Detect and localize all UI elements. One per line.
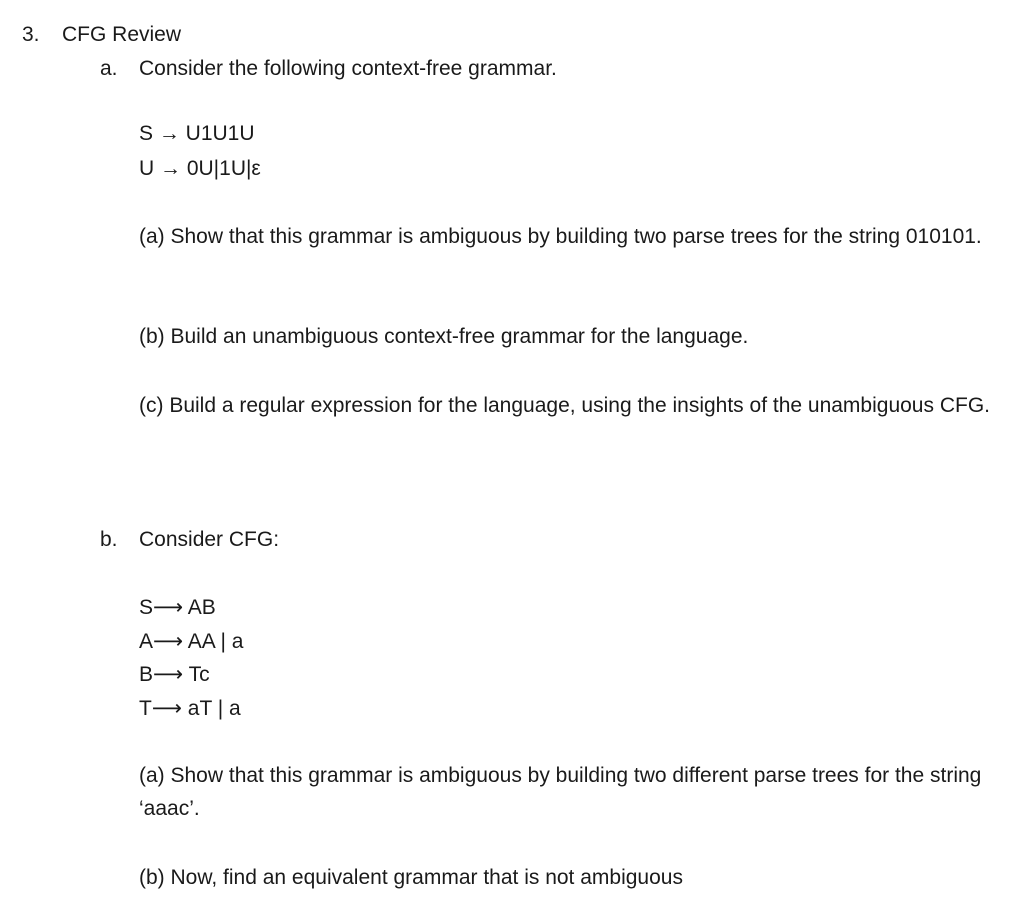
- part-b-intro: Consider CFG:: [139, 528, 280, 551]
- grammar-rule: A⟶ AA | a: [139, 630, 244, 653]
- grammar-rule: S → U1U1U: [139, 122, 255, 145]
- part-a-label: a.: [100, 57, 118, 80]
- grammar-rule: U → 0U|1U|ε: [139, 157, 261, 180]
- part-b-label: b.: [100, 528, 118, 551]
- part-a-task-a: (a) Show that this grammar is ambiguous by building two parse trees for the string 010101.: [139, 225, 982, 248]
- part-a-task-c: (c) Build a regular expression for the language, using the insights of the unambiguous CFG.: [139, 394, 990, 417]
- grammar-rule: T⟶ aT | a: [139, 697, 241, 720]
- part-b-task-b: (b) Now, find an equivalent grammar that is not ambiguous: [139, 866, 683, 889]
- part-b-task-a: (a) Show that this grammar is ambiguous by building two different parse trees for the string ‘aaac’.: [139, 764, 982, 820]
- question-number: 3.: [22, 23, 40, 46]
- grammar-rule: S⟶ AB: [139, 596, 216, 619]
- question-title: CFG Review: [62, 23, 182, 46]
- grammar-rule: B⟶ Tc: [139, 663, 210, 686]
- part-a-intro: Consider the following context-free grammar.: [139, 57, 557, 80]
- part-a-task-b: (b) Build an unambiguous context-free grammar for the language.: [139, 325, 749, 348]
